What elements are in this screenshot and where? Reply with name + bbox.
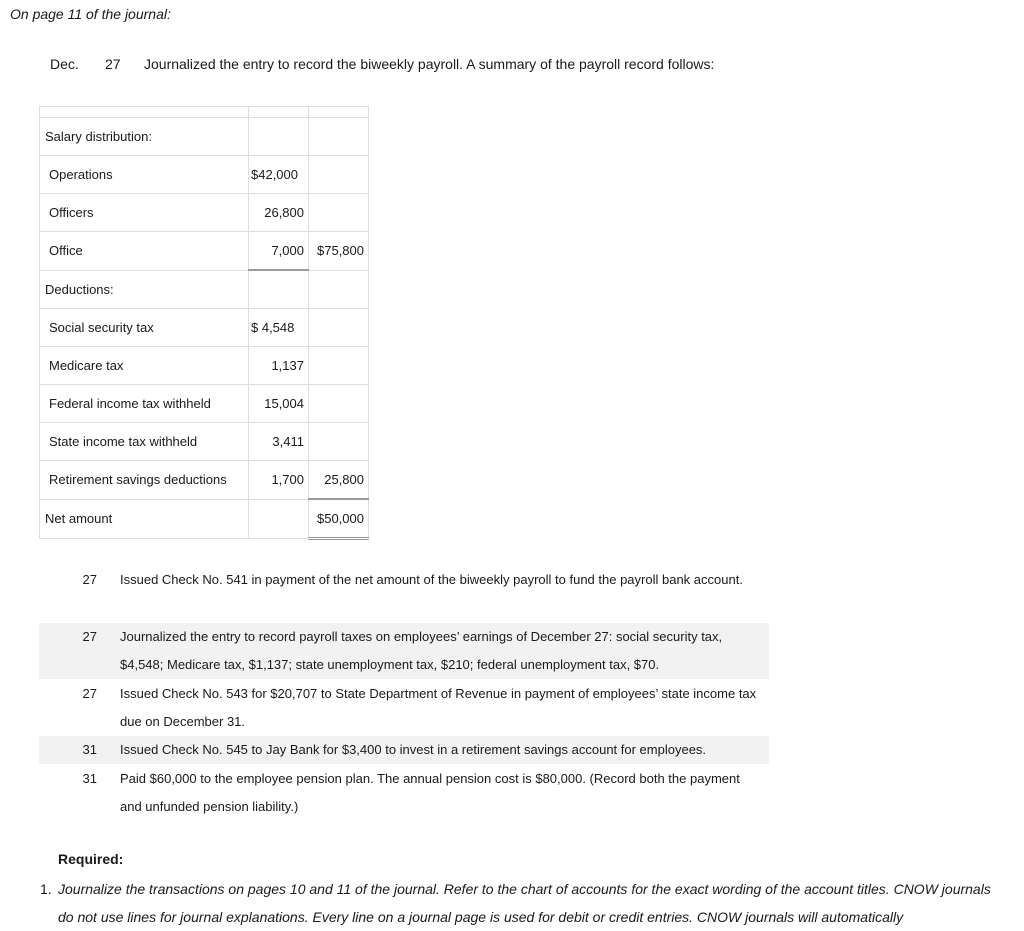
instruction-text: Journalize the transactions on pages 10 and 11 of the journal. Refer to the chart of accounts for the exact wording of the account titles. CNOW journals do not use lines for journal explanations. Every line on a journal page is used for debit or credit entries. CNOW journals will automatically bbox=[58, 881, 991, 925]
table-row bbox=[40, 385, 369, 423]
transaction-text: Journalized the entry to record payroll taxes on employees’ earnings of December 27: social security tax, $4,548; Medicare tax, $1,137; state unemployment tax, $210; federal unemployment tax, $70. bbox=[120, 629, 723, 672]
table-row bbox=[40, 118, 369, 156]
transaction-day: 27 bbox=[82, 686, 97, 701]
row-label: Medicare tax bbox=[40, 347, 249, 385]
page-heading: On page 11 of the journal: bbox=[10, 6, 171, 22]
row-label: Operations bbox=[40, 156, 249, 194]
row-amount: 1,700 bbox=[249, 461, 309, 500]
table-row bbox=[40, 461, 369, 500]
net-amount-label: Net amount bbox=[40, 499, 249, 539]
net-amount-total: $50,000 bbox=[309, 499, 369, 539]
table-row bbox=[40, 309, 369, 347]
dec-27-entry bbox=[50, 56, 714, 72]
transaction-text: Issued Check No. 543 for $20,707 to State Department of Revenue in payment of employees’ state income tax due on December 31. bbox=[120, 686, 757, 729]
table-row bbox=[40, 423, 369, 461]
row-label: Social security tax bbox=[40, 309, 249, 347]
transaction-item bbox=[39, 566, 769, 594]
salary-distribution-heading: Salary distribution: bbox=[40, 118, 249, 156]
required-instruction bbox=[40, 875, 1000, 931]
transaction-text: Issued Check No. 545 to Jay Bank for $3,400 to invest in a retirement savings account for employees. bbox=[120, 742, 707, 757]
row-amount: 26,800 bbox=[249, 194, 309, 232]
row-label: State income tax withheld bbox=[40, 423, 249, 461]
entry-day: 27 bbox=[105, 56, 121, 72]
transaction-item bbox=[39, 680, 769, 736]
row-total: $75,800 bbox=[309, 232, 369, 271]
transaction-day: 27 bbox=[82, 629, 97, 644]
payroll-summary-table bbox=[39, 106, 369, 540]
transaction-day: 31 bbox=[82, 771, 97, 786]
row-label: Federal income tax withheld bbox=[40, 385, 249, 423]
table-row bbox=[40, 156, 369, 194]
table-row bbox=[40, 270, 369, 309]
row-total: 25,800 bbox=[309, 461, 369, 500]
row-amount: 15,004 bbox=[249, 385, 309, 423]
table-row bbox=[40, 232, 369, 271]
transaction-day: 27 bbox=[82, 572, 97, 587]
table-row bbox=[40, 107, 369, 118]
transaction-text: Paid $60,000 to the employee pension plan. The annual pension cost is $80,000. (Record both the payment and unfunded pension liability.) bbox=[120, 771, 740, 814]
table-row bbox=[40, 347, 369, 385]
entry-month: Dec. bbox=[50, 56, 79, 72]
transaction-item bbox=[39, 623, 769, 679]
required-heading: Required: bbox=[58, 851, 124, 867]
row-amount: 7,000 bbox=[249, 232, 309, 271]
transaction-item bbox=[39, 765, 769, 821]
row-amount: $ 4,548 bbox=[249, 309, 309, 347]
transaction-text: Issued Check No. 541 in payment of the net amount of the biweekly payroll to fund the payroll bank account. bbox=[120, 572, 743, 587]
transaction-item bbox=[39, 736, 769, 764]
table-row bbox=[40, 194, 369, 232]
transaction-day: 31 bbox=[82, 742, 97, 757]
row-amount: 1,137 bbox=[249, 347, 309, 385]
row-amount: $42,000 bbox=[249, 156, 309, 194]
row-label: Retirement savings deductions bbox=[40, 461, 249, 500]
instruction-number: 1. bbox=[40, 881, 52, 897]
table-row bbox=[40, 499, 369, 539]
entry-text: Journalized the entry to record the biweekly payroll. A summary of the payroll record follows: bbox=[144, 56, 715, 72]
row-label: Officers bbox=[40, 194, 249, 232]
row-amount: 3,411 bbox=[249, 423, 309, 461]
deductions-heading: Deductions: bbox=[40, 270, 249, 309]
row-label: Office bbox=[40, 232, 249, 271]
